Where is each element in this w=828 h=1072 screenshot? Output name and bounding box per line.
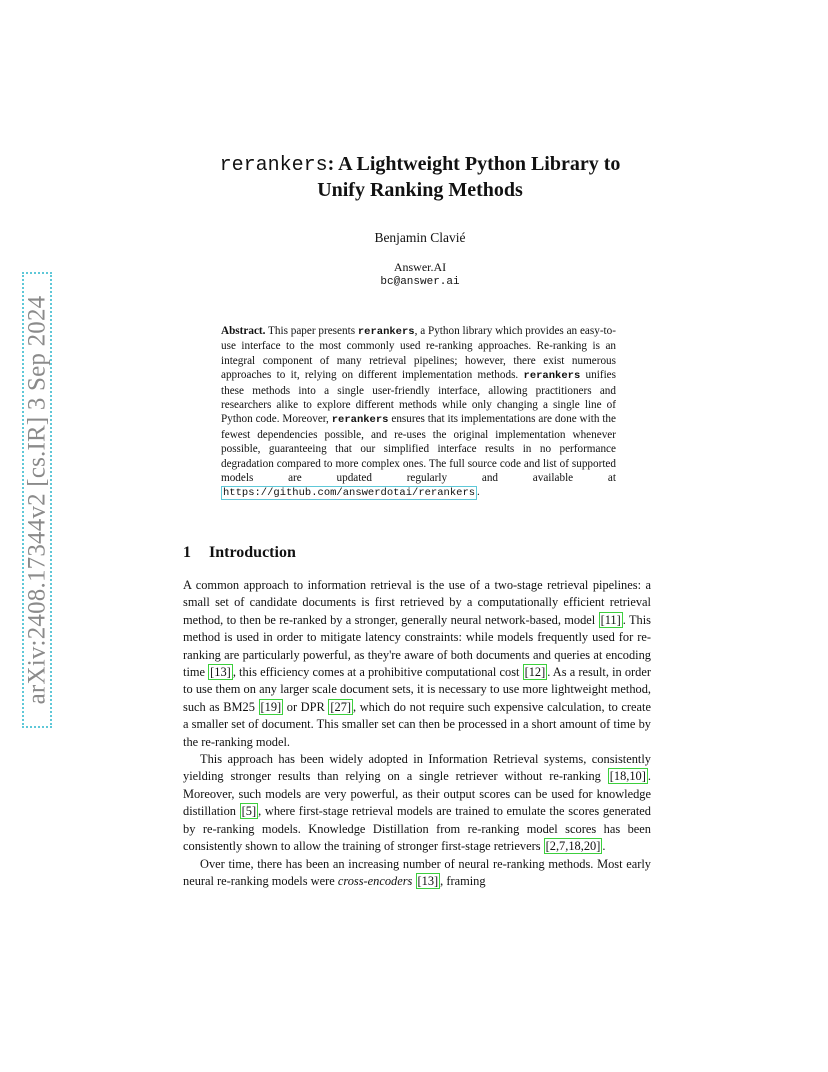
abstract-end: . bbox=[477, 486, 480, 499]
text-run: . As a result, in order to use them on any larger scale document sets, it is necessary to use more lightweight method, such as BM25 bbox=[183, 665, 652, 714]
citation-link[interactable]: [12] bbox=[524, 665, 546, 680]
abstract bbox=[221, 324, 616, 501]
text-run: or DPR bbox=[283, 699, 329, 714]
citation-link[interactable]: [18,10] bbox=[609, 769, 646, 784]
citation-link[interactable]: [11] bbox=[600, 612, 621, 627]
citation-link[interactable]: [2,7,18,20] bbox=[545, 839, 601, 854]
paragraph-1 bbox=[183, 577, 651, 751]
citation-link[interactable]: [13] bbox=[417, 873, 439, 888]
affiliation-org: Answer.AI bbox=[393, 260, 447, 274]
paragraph-2 bbox=[183, 751, 651, 855]
library-name: rerankers bbox=[357, 326, 415, 338]
text-run: . Moreover, such models are very powerful, as their output scores can be used for knowledge distillation bbox=[183, 769, 651, 819]
arxiv-stamp-text: arXiv:2408.17344v2 [cs.IR] 3 Sep 2024 bbox=[23, 295, 50, 705]
text-run: , framing bbox=[440, 873, 486, 888]
title-line1-rest: : A Lightweight Python Library to bbox=[327, 153, 621, 175]
abstract-label: Abstract. bbox=[221, 325, 266, 337]
section-title: Introduction bbox=[209, 544, 296, 561]
affiliation bbox=[160, 260, 680, 290]
citation-link[interactable]: [27] bbox=[330, 699, 352, 714]
title-line2: Unify Ranking Methods bbox=[317, 179, 523, 201]
citation-link[interactable]: [19] bbox=[260, 699, 282, 714]
abstract-text-1: This paper presents bbox=[268, 325, 358, 337]
citation-link[interactable]: [13] bbox=[210, 665, 231, 680]
abstract-text-2: , a Python library which provides an easy-to-use interface to the most commonly used re-ranking approaches. Re-ranking is an integral component of many retrieval pipelines; however, there exist numerous approaches to it, relying on different implementation methods. bbox=[221, 325, 616, 382]
section-number: 1 bbox=[183, 544, 191, 561]
github-link[interactable]: https://github.com/answerdotai/rerankers bbox=[223, 487, 476, 500]
citation-link[interactable]: [5] bbox=[241, 804, 257, 819]
abstract-text-4: ensures that its implementations are done with the fewest dependencies possible, and re-uses the original implementation whenever possible, guaranteeing that our simplified interface results in no performance degradation compared to more complex ones. The full source code and list of supported models are updated regularly and available at bbox=[221, 413, 616, 485]
text-run: Over time, there has been an increasing number of neural re-ranking methods. Most early neural re-ranking models were bbox=[183, 856, 651, 888]
text-run: . This method is used in order to mitigate latency constraints: while models frequently used for re-ranking are particularly powerful, as they're aware of both documents and queries at encoding time bbox=[183, 612, 651, 680]
title-library-name: rerankers bbox=[219, 154, 328, 177]
text-run: , this efficiency comes at a prohibitive computational cost bbox=[232, 665, 523, 680]
text-run: , which do not require such expensive calculation, to create a smaller set of document. This smaller set can then be processed in a short amount of time by the re-ranking model. bbox=[183, 699, 652, 749]
library-name: rerankers bbox=[331, 414, 389, 427]
author-name: Benjamin Clavié bbox=[374, 230, 466, 245]
abstract-text-3: unifies these methods into a single user-friendly interface, allowing practitioners and researchers alike to explore different methods while only changing a single line of Python code. Moreover, bbox=[221, 369, 616, 426]
library-name: rerankers bbox=[523, 370, 581, 383]
text-run: This approach has been widely adopted in Information Retrieval systems, consistently yielding stronger results than relying on a single retriever without re-ranking bbox=[183, 752, 651, 784]
author-email: bc@answer.ai bbox=[380, 276, 460, 288]
section-heading bbox=[183, 544, 296, 562]
paragraph-3 bbox=[183, 856, 651, 891]
text-run: . bbox=[602, 839, 606, 854]
text-run: , where first-stage retrieval models are trained to emulate the scores generated by re-ranking models. Knowledge Distillation from re-ranking model scores has been consistently shown to allow the training of stronger first-stage retrievers bbox=[183, 804, 651, 854]
text-run: A common approach to information retrieval is the use of a two-stage retrieval pipelines: a small set of candidate documents is first retrieved by a computationally efficient retrieval method, to then be re-ranked by a stronger, generally neural network-based, model bbox=[183, 578, 651, 627]
emphasis-term: cross-encoders bbox=[337, 873, 413, 888]
paper-title bbox=[160, 152, 680, 203]
arxiv-stamp[interactable] bbox=[22, 272, 52, 728]
body-text bbox=[183, 577, 651, 890]
